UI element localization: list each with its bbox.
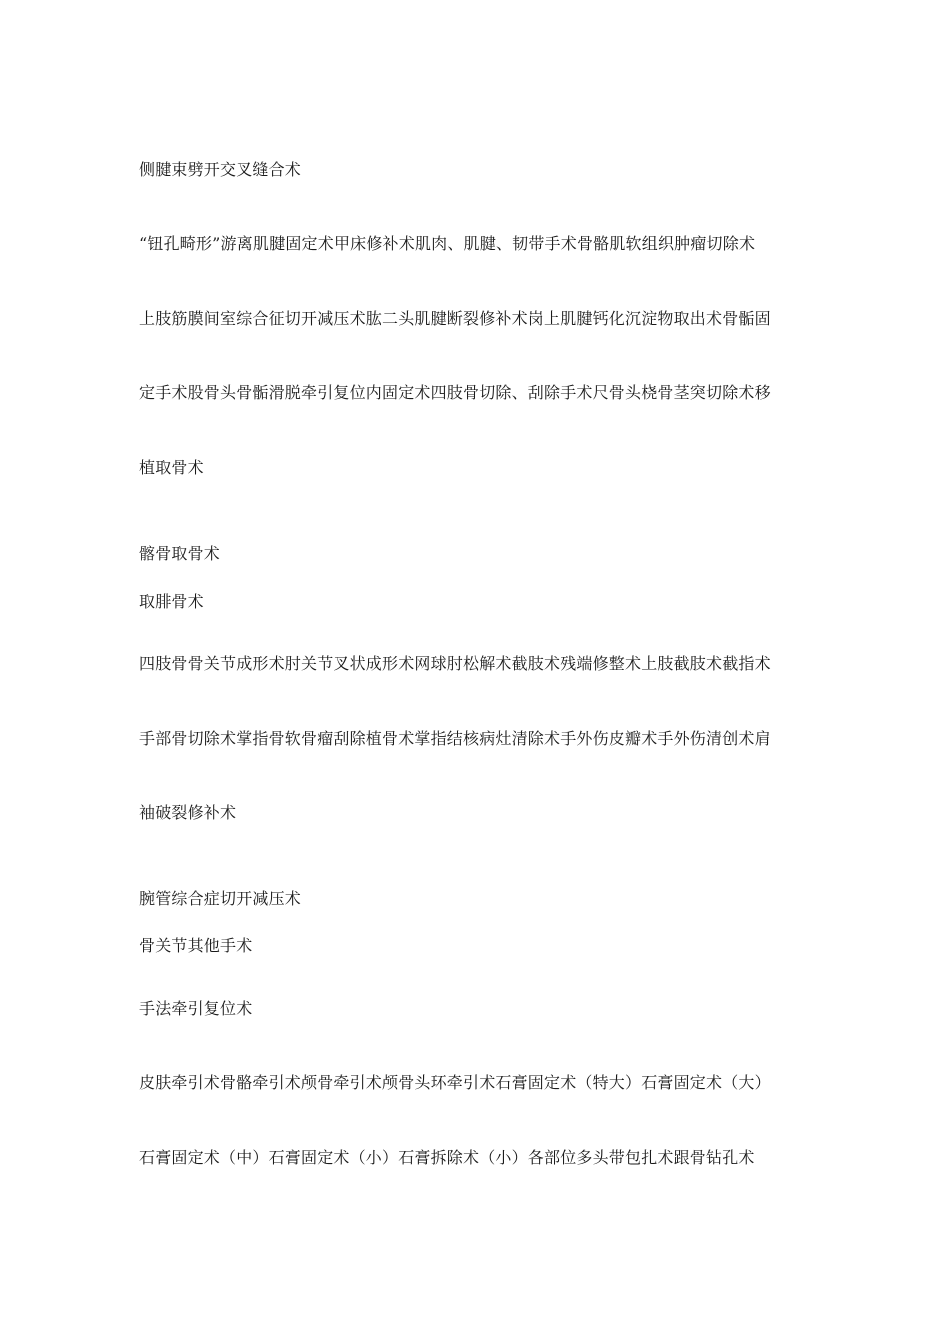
- text-line: 石膏固定术（中）石膏固定术（小）石膏拆除术（小）各部位多头带包扎术跟骨钻孔术: [139, 1148, 755, 1167]
- text-line: 侧腱束劈开交叉缝合术: [139, 160, 302, 179]
- text-line: 手法牵引复位术: [139, 999, 253, 1018]
- text-line: 植取骨术: [139, 458, 204, 477]
- text-line: “钮孔畸形”游离肌腱固定术甲床修补术肌肉、肌腱、韧带手术骨骼肌软组织肿瘤切除术: [139, 234, 756, 253]
- text-line: 定手术股骨头骨骺滑脱牵引复位内固定术四肢骨切除、刮除手术尺骨头桡骨茎突切除术移: [139, 383, 771, 402]
- text-line: 手部骨切除术掌指骨软骨瘤刮除植骨术掌指结核病灶清除术手外伤皮瓣术手外伤清创术肩: [139, 729, 771, 748]
- text-line: 腕管综合症切开减压术: [139, 889, 302, 908]
- text-line: 袖破裂修补术: [139, 803, 237, 822]
- text-line: 皮肤牵引术骨骼牵引术颅骨牵引术颅骨头环牵引术石膏固定术（特大）石膏固定术（大）: [139, 1073, 771, 1092]
- text-line: 四肢骨骨关节成形术肘关节叉状成形术网球肘松解术截肢术残端修整术上肢截肢术截指术: [139, 654, 771, 673]
- text-line: 上肢筋膜间室综合征切开减压术肱二头肌腱断裂修补术岗上肌腱钙化沉淀物取出术骨骺固: [139, 309, 771, 328]
- text-line: 髂骨取骨术: [139, 544, 221, 563]
- text-line: 骨关节其他手术: [139, 936, 253, 955]
- text-line: 取腓骨术: [139, 592, 204, 611]
